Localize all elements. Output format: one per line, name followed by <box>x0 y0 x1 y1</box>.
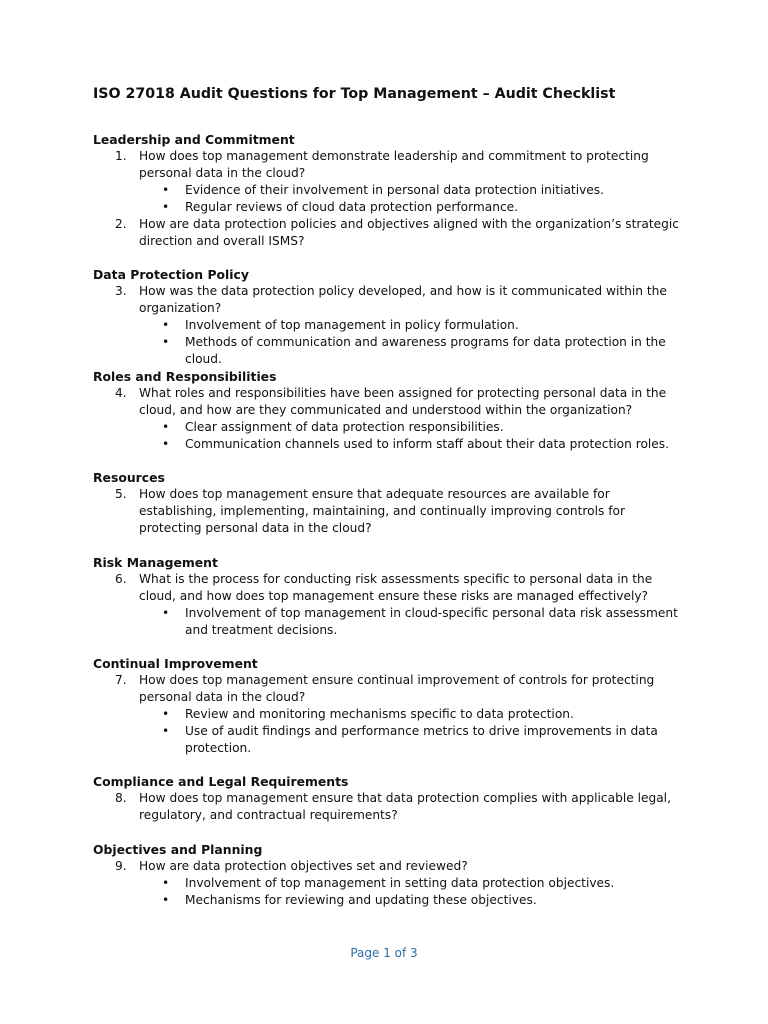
bullet-icon: • <box>162 876 170 890</box>
question-number: 7. <box>115 673 127 687</box>
bullet-text: Review and monitoring mechanisms specific to data protection. <box>185 707 574 721</box>
bullet-list <box>93 706 693 757</box>
section-heading: Risk Management <box>93 555 218 570</box>
question-text: What is the process for conducting risk assessments specific to personal data in the cloud, and how does top management ensure these risks are managed effectively? <box>139 572 653 603</box>
bullet-list <box>93 875 693 909</box>
question-text: How are data protection objectives set and reviewed? <box>139 859 468 873</box>
bullet-text: Involvement of top management in cloud-specific personal data risk assessment and treatment decisions. <box>185 606 678 637</box>
question-item <box>93 148 693 182</box>
question-item <box>93 486 693 537</box>
bullet-icon: • <box>162 893 170 907</box>
bullet-list <box>93 317 693 368</box>
bullet-item <box>93 317 693 334</box>
section-heading: Resources <box>93 470 165 485</box>
question-text: How does top management demonstrate leadership and commitment to protecting personal data in the cloud? <box>139 149 649 180</box>
question-item <box>93 216 693 250</box>
question-text: How does top management ensure that data protection complies with applicable legal, regulatory, and contractual requirements? <box>139 791 671 822</box>
bullet-text: Involvement of top management in policy formulation. <box>185 318 519 332</box>
section-risk-management <box>93 554 693 639</box>
bullet-item <box>93 875 693 892</box>
question-text: How are data protection policies and objectives aligned with the organization’s strategic direction and overall ISMS? <box>139 217 679 248</box>
bullet-text: Clear assignment of data protection responsibilities. <box>185 420 504 434</box>
question-text: How does top management ensure continual improvement of controls for protecting personal data in the cloud? <box>139 673 655 704</box>
bullet-icon: • <box>162 724 170 738</box>
bullet-list <box>93 605 693 639</box>
bullet-text: Mechanisms for reviewing and updating these objectives. <box>185 893 537 907</box>
section-heading: Data Protection Policy <box>93 267 249 282</box>
question-number: 4. <box>115 386 127 400</box>
section-heading: Leadership and Commitment <box>93 132 295 147</box>
section-objectives-planning <box>93 841 693 909</box>
question-number: 3. <box>115 284 127 298</box>
bullet-icon: • <box>162 335 170 349</box>
bullet-icon: • <box>162 200 170 214</box>
document-title: ISO 27018 Audit Questions for Top Management – Audit Checklist <box>93 86 616 102</box>
question-item <box>93 385 693 419</box>
section-heading: Roles and Responsibilities <box>93 369 277 384</box>
bullet-icon: • <box>162 318 170 332</box>
bullet-item <box>93 605 693 639</box>
question-text: How was the data protection policy developed, and how is it communicated within the organization? <box>139 284 667 315</box>
section-heading: Objectives and Planning <box>93 842 263 857</box>
question-number: 2. <box>115 217 127 231</box>
bullet-icon: • <box>162 183 170 197</box>
bullet-text: Use of audit findings and performance metrics to drive improvements in data protection. <box>185 724 658 755</box>
bullet-list <box>93 182 693 216</box>
question-number: 9. <box>115 859 127 873</box>
question-text: How does top management ensure that adequate resources are available for establishing, implementing, maintaining, and continually improving controls for protecting personal data in the cloud? <box>139 487 625 535</box>
bullet-item <box>93 436 693 453</box>
bullet-text: Communication channels used to inform staff about their data protection roles. <box>185 437 670 451</box>
bullet-text: Regular reviews of cloud data protection performance. <box>185 200 519 214</box>
question-text: What roles and responsibilities have been assigned for protecting personal data in the cloud, and how are they communicated and understood within the organization? <box>139 386 667 417</box>
bullet-text: Evidence of their involvement in personal data protection initiatives. <box>185 183 605 197</box>
bullet-icon: • <box>162 606 170 620</box>
bullet-item <box>93 182 693 199</box>
question-number: 1. <box>115 149 127 163</box>
section-resources <box>93 469 693 537</box>
question-item <box>93 571 693 605</box>
question-item <box>93 858 693 875</box>
question-item <box>93 790 693 824</box>
section-continual-improvement <box>93 655 693 757</box>
question-number: 8. <box>115 791 127 805</box>
bullet-item <box>93 706 693 723</box>
question-item <box>93 283 693 317</box>
section-heading: Compliance and Legal Requirements <box>93 774 349 789</box>
bullet-item <box>93 723 693 757</box>
bullet-item <box>93 199 693 216</box>
bullet-text: Methods of communication and awareness programs for data protection in the cloud. <box>185 335 666 366</box>
section-leadership <box>93 131 693 250</box>
bullet-text: Involvement of top management in setting data protection objectives. <box>185 876 615 890</box>
page-number-footer: Page 1 of 3 <box>350 946 418 960</box>
bullet-item <box>93 419 693 436</box>
bullet-icon: • <box>162 420 170 434</box>
section-data-protection-policy <box>93 266 693 368</box>
bullet-list <box>93 419 693 453</box>
bullet-item <box>93 334 693 368</box>
question-item <box>93 672 693 706</box>
bullet-icon: • <box>162 707 170 721</box>
question-number: 5. <box>115 487 127 501</box>
section-roles-responsibilities <box>93 368 693 453</box>
bullet-item <box>93 892 693 909</box>
section-compliance-legal <box>93 773 693 824</box>
section-heading: Continual Improvement <box>93 656 258 671</box>
question-number: 6. <box>115 572 127 586</box>
bullet-icon: • <box>162 437 170 451</box>
